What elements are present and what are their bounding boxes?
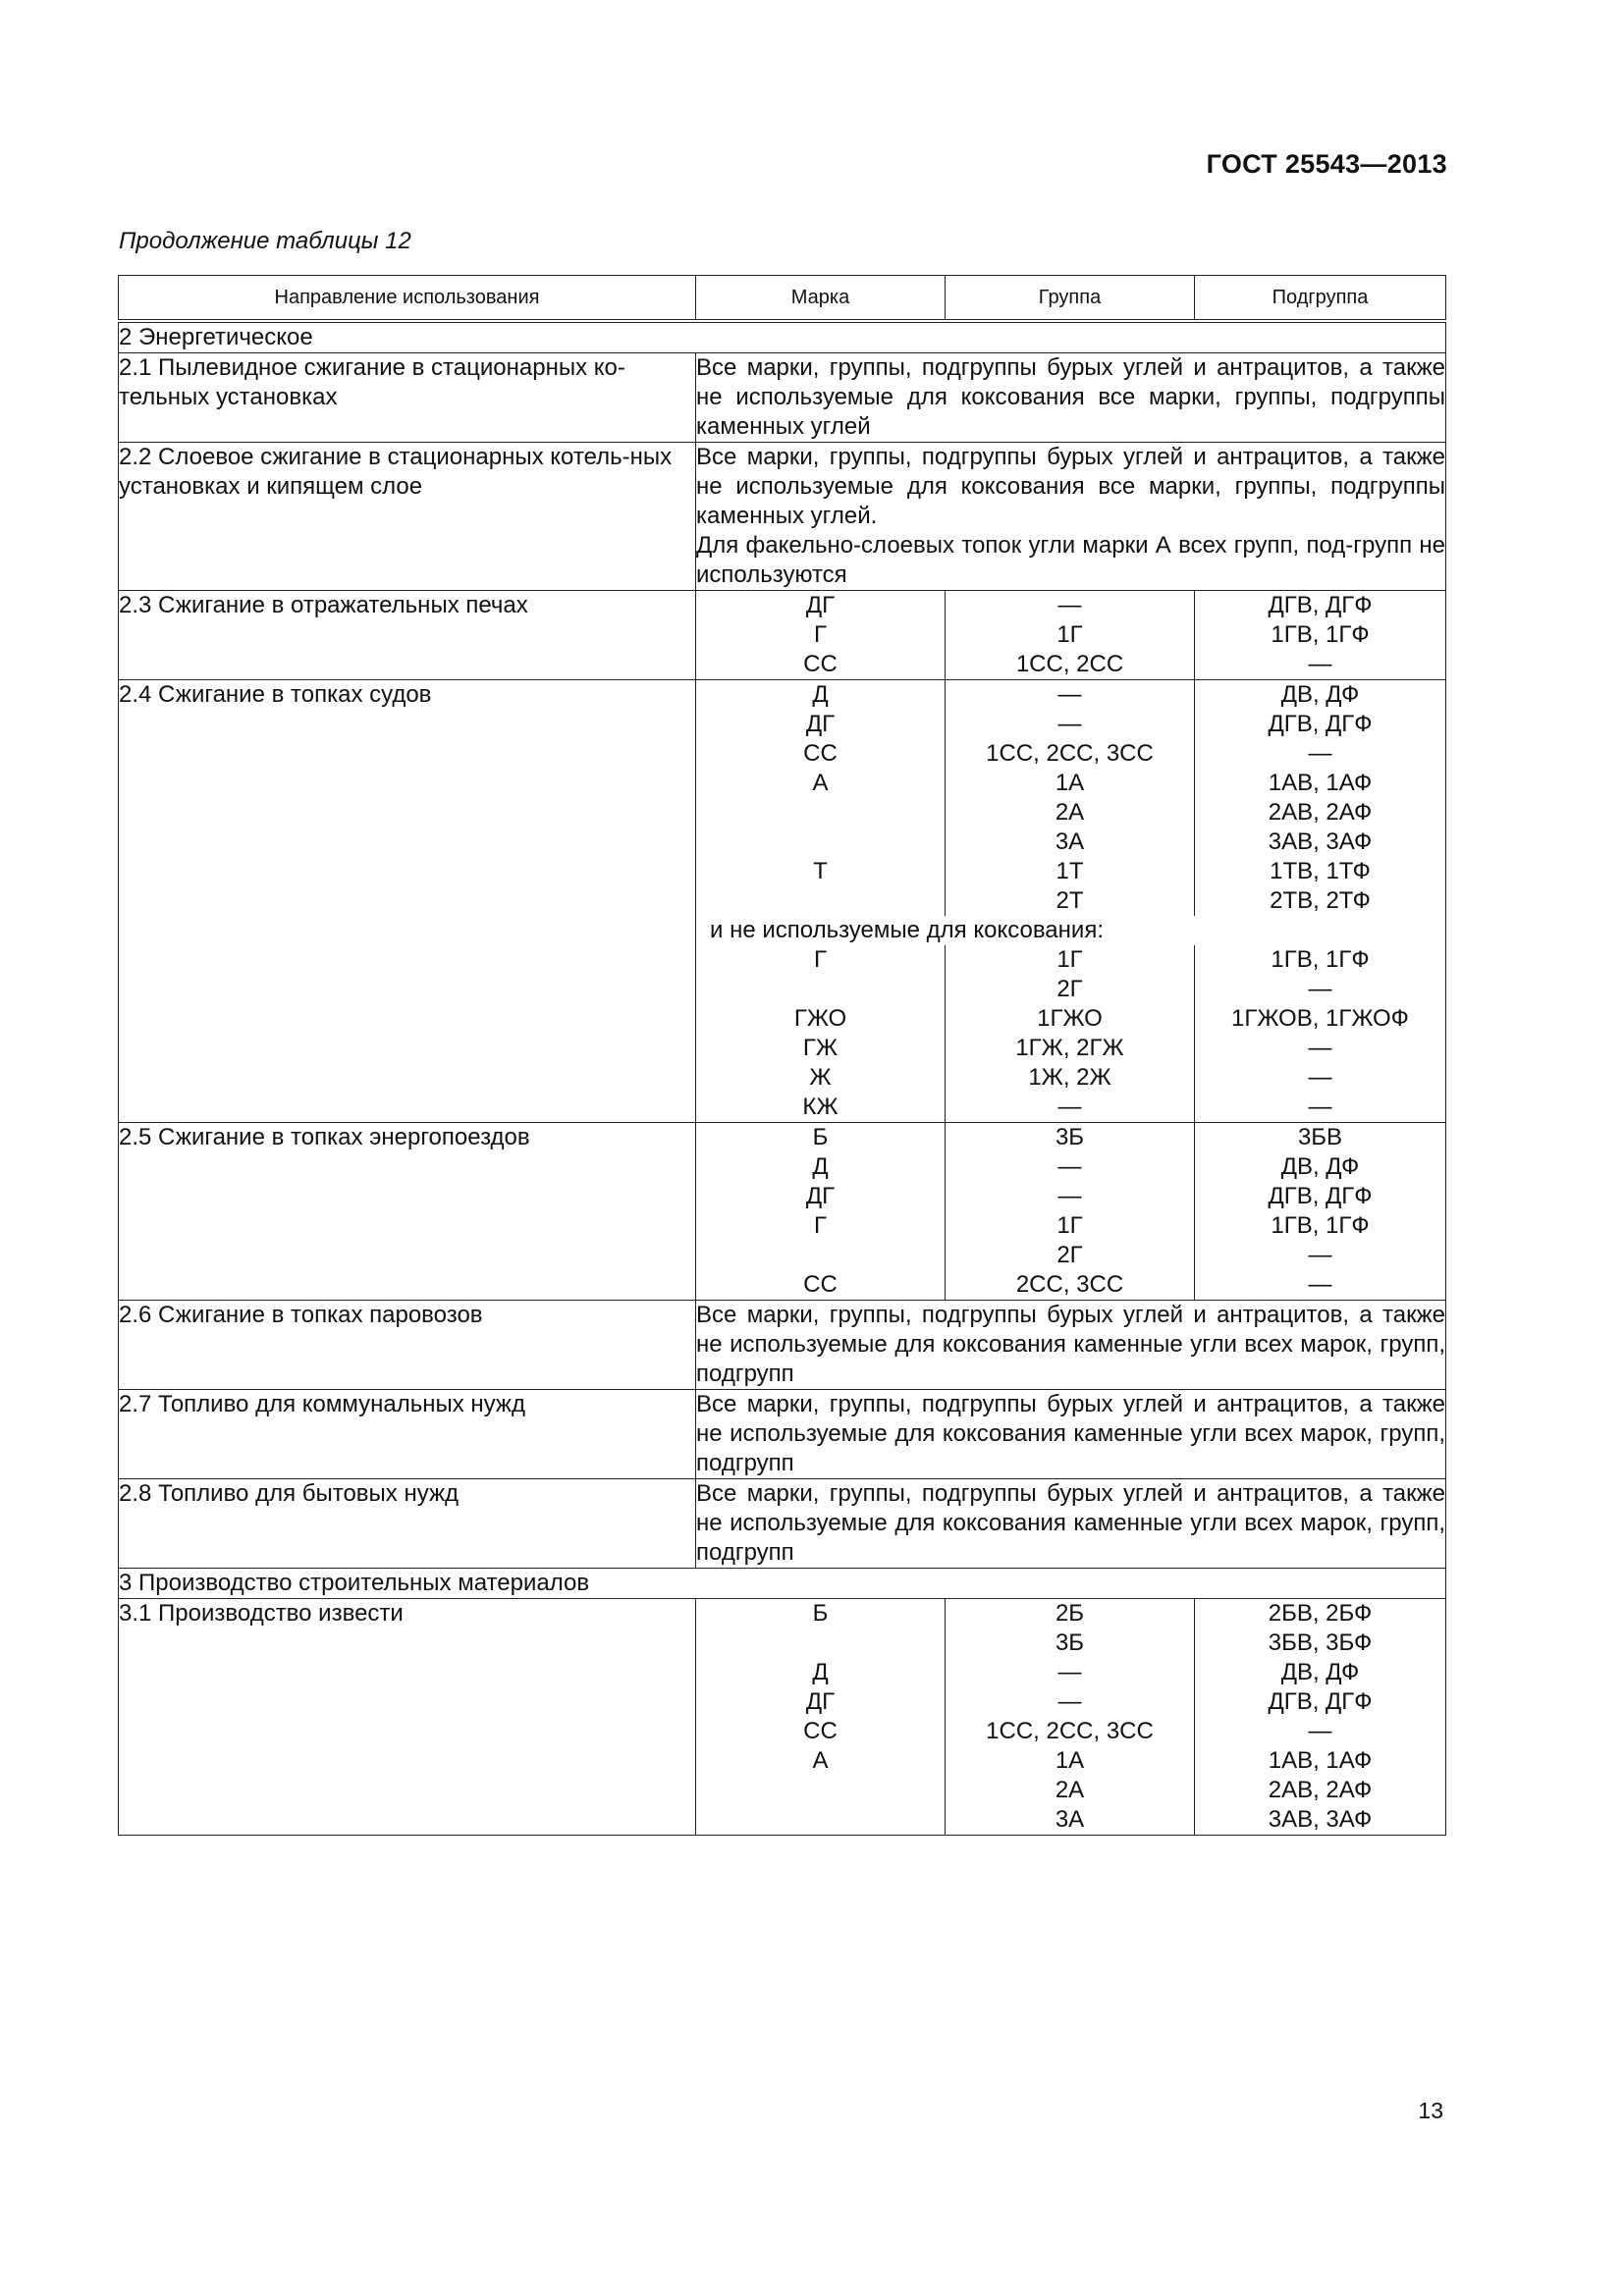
cell-line: 1А xyxy=(1055,770,1085,796)
usage-direction: 2.8 Топливо для бытовых нужд xyxy=(119,1479,696,1569)
table-row xyxy=(119,1599,1446,1836)
cell-line: 1Ж, 2Ж xyxy=(1028,1064,1111,1091)
cell-line: ДГ xyxy=(805,592,836,618)
cell-line: — xyxy=(1308,1064,1332,1091)
column-header: Подгруппа xyxy=(1195,276,1446,322)
cell-line: — xyxy=(1057,681,1082,708)
cell-line: 3Б xyxy=(1055,1629,1085,1656)
marka-cell xyxy=(696,1599,946,1836)
cell-line: 3А xyxy=(1055,828,1085,855)
cell-line: 2ТВ, 2ТФ xyxy=(1270,887,1371,914)
cell-line: 1А xyxy=(1055,1747,1085,1774)
cell-line: 1Т xyxy=(1056,858,1084,884)
usage-description xyxy=(696,443,1446,591)
cell-line xyxy=(696,1805,945,1835)
section-title: 2 Энергетическое xyxy=(119,321,1446,353)
cell-line xyxy=(696,1241,945,1270)
cell-line: — xyxy=(1057,1153,1082,1180)
cell-line: 3А xyxy=(1055,1806,1085,1833)
cell-line: Г xyxy=(814,1212,827,1239)
usage-direction: 2.4 Сжигание в топках судов xyxy=(119,680,696,1123)
cell-line: — xyxy=(1308,1718,1332,1744)
cell-line: 2АВ, 2АФ xyxy=(1268,799,1373,826)
gruppa-cell xyxy=(946,1599,1195,1836)
cell-line: СС xyxy=(803,1271,838,1298)
coal-usage-table xyxy=(118,275,1446,1836)
cell-line: 2Г xyxy=(1056,976,1083,1002)
cell-line: 2Т xyxy=(1056,887,1084,914)
table-row xyxy=(119,443,1446,591)
description-text: Все марки, группы, подгруппы бурых углей и антрацитов, а также не используемые для коксования все марки, группы, подгруппы каменных углей xyxy=(696,354,1445,440)
usage-direction: 2.5 Сжигание в топках энергопоездов xyxy=(119,1123,696,1301)
cell-line: 1ТВ, 1ТФ xyxy=(1270,858,1371,884)
table-header-row xyxy=(119,276,1446,322)
cell-line: 1ГЖ, 2ГЖ xyxy=(1015,1035,1124,1061)
cell-line: 1СС, 2СС, 3СС xyxy=(986,1718,1154,1744)
podgruppa-column xyxy=(1194,945,1445,1122)
section-row xyxy=(119,321,1446,353)
cell-line: 3АВ, 3АФ xyxy=(1268,828,1373,855)
cell-line: 1СС, 2СС xyxy=(1015,651,1124,677)
cell-line: ДВ, ДФ xyxy=(1280,681,1360,708)
gruppa-column xyxy=(945,945,1194,1122)
usage-direction: 2.3 Сжигание в отражательных печах xyxy=(119,591,696,680)
cell-line: Д xyxy=(812,681,829,708)
cell-line xyxy=(696,1776,945,1805)
podgruppa-cell xyxy=(1195,591,1446,680)
usage-description xyxy=(696,1390,1446,1479)
podgruppa-cell xyxy=(1195,1599,1446,1836)
table-caption: Продолжение таблицы 12 xyxy=(119,228,411,254)
cell-line: 2БВ, 2БФ xyxy=(1268,1600,1373,1627)
cell-line: 1ГВ, 1ГФ xyxy=(1271,946,1370,973)
cell-line: — xyxy=(1057,1659,1082,1685)
cell-line: 3БВ, 3БФ xyxy=(1268,1629,1373,1656)
description-text: Все марки, группы, подгруппы бурых углей и антрацитов, а также не используемые для коксования каменные угли всех марок, групп, подгрупп xyxy=(696,1391,1445,1476)
table-row xyxy=(119,680,1446,1123)
cell-line: — xyxy=(1308,1035,1332,1061)
cell-line: СС xyxy=(803,740,838,767)
non-coking-note: и не используемые для коксования: xyxy=(710,917,1104,943)
cell-line: 3Б xyxy=(1055,1124,1085,1150)
podgruppa-column xyxy=(1194,680,1445,916)
cell-line: ГЖ xyxy=(802,1035,839,1061)
cell-line xyxy=(696,798,945,828)
cell-line: 1ГВ, 1ГФ xyxy=(1271,621,1370,648)
cell-line: 1ГЖОВ, 1ГЖОФ xyxy=(1231,1005,1409,1032)
sub-rows xyxy=(696,945,1445,1122)
cell-line: А xyxy=(812,1747,829,1774)
podgruppa-cell xyxy=(1195,1123,1446,1301)
cell-line: — xyxy=(1057,592,1082,618)
document-number: ГОСТ 25543—2013 xyxy=(1206,149,1447,179)
cell-line: 1АВ, 1АФ xyxy=(1268,1747,1373,1774)
gruppa-cell xyxy=(946,591,1195,680)
cell-line: — xyxy=(1308,1271,1332,1298)
cell-line: 2Г xyxy=(1056,1242,1083,1268)
cell-line: — xyxy=(1308,740,1332,767)
cell-line: ДГВ, ДГФ xyxy=(1268,1688,1373,1715)
usage-direction: 2.2 Слоевое сжигание в стационарных котель-ных установках и кипящем слое xyxy=(119,443,696,591)
cell-line: 3БВ xyxy=(1297,1124,1343,1150)
page-number: 13 xyxy=(1418,2098,1443,2123)
cell-line: СС xyxy=(803,651,838,677)
cell-line: Т xyxy=(813,858,828,884)
cell-line xyxy=(696,828,945,857)
cell-line: 1ГВ, 1ГФ xyxy=(1271,1212,1370,1239)
cell-line: — xyxy=(1308,1094,1332,1120)
combined-grades-cell xyxy=(696,680,1446,1123)
cell-line: ДГ xyxy=(805,1183,836,1209)
cell-line: — xyxy=(1308,1242,1332,1268)
description-note: Для факельно-слоевых топок угли марки А всех групп, под-групп не используются xyxy=(696,532,1445,588)
cell-line: Д xyxy=(812,1659,829,1685)
cell-line: ДГВ, ДГФ xyxy=(1268,711,1373,737)
usage-description xyxy=(696,1301,1446,1390)
cell-line: 2А xyxy=(1055,1777,1085,1803)
cell-line: 3АВ, 3АФ xyxy=(1268,1806,1373,1833)
cell-line: Ж xyxy=(809,1064,832,1091)
marka-cell xyxy=(696,591,946,680)
cell-line: СС xyxy=(803,1718,838,1744)
sub-rows xyxy=(696,680,1445,916)
cell-line: — xyxy=(1308,976,1332,1002)
table-row xyxy=(119,1390,1446,1479)
table-row xyxy=(119,353,1446,443)
cell-line: ДВ, ДФ xyxy=(1280,1153,1360,1180)
cell-line: А xyxy=(812,770,829,796)
gruppa-cell xyxy=(946,1123,1195,1301)
cell-line xyxy=(696,886,945,916)
cell-line: — xyxy=(1057,711,1082,737)
table-row xyxy=(119,591,1446,680)
cell-line: — xyxy=(1057,1688,1082,1715)
cell-line: — xyxy=(1057,1094,1082,1120)
cell-line: 1АВ, 1АФ xyxy=(1268,770,1373,796)
usage-direction: 2.6 Сжигание в топках паровозов xyxy=(119,1301,696,1390)
cell-line: Б xyxy=(812,1600,829,1627)
cell-line: КЖ xyxy=(802,1094,839,1120)
usage-direction: 2.7 Топливо для коммунальных нужд xyxy=(119,1390,696,1479)
cell-line: ГЖО xyxy=(793,1005,847,1032)
column-header: Направление использования xyxy=(119,276,696,322)
section-title: 3 Производство строительных материалов xyxy=(119,1569,1446,1599)
cell-line: ДГ xyxy=(805,711,836,737)
cell-line: ДГВ, ДГФ xyxy=(1268,592,1373,618)
cell-line: Д xyxy=(812,1153,829,1180)
gruppa-column xyxy=(945,680,1194,916)
usage-direction: 3.1 Производство извести xyxy=(119,1599,696,1836)
cell-line: 2АВ, 2АФ xyxy=(1268,1777,1373,1803)
description-text: Все марки, группы, подгруппы бурых углей и антрацитов, а также не используемые для коксования каменные угли всех марок, групп, подгрупп xyxy=(696,1480,1445,1566)
cell-line: ДГВ, ДГФ xyxy=(1268,1183,1373,1209)
marka-column xyxy=(696,680,945,916)
section-row xyxy=(119,1569,1446,1599)
cell-line: 1СС, 2СС, 3СС xyxy=(986,740,1154,767)
cell-line: 2СС, 3СС xyxy=(1015,1271,1124,1298)
cell-line: Б xyxy=(812,1124,829,1150)
description-text: Все марки, группы, подгруппы бурых углей и антрацитов, а также не используемые для коксования каменные угли всех марок, групп, подгрупп xyxy=(696,1302,1445,1387)
table-row xyxy=(119,1301,1446,1390)
cell-line: Г xyxy=(814,621,827,648)
usage-description xyxy=(696,353,1446,443)
cell-line: 1Г xyxy=(1056,1212,1083,1239)
description-text: Все марки, группы, подгруппы бурых углей и антрацитов, а также не используемые для коксования все марки, группы, подгруппы каменных углей. xyxy=(696,444,1445,529)
cell-line: — xyxy=(1057,1183,1082,1209)
cell-line: ДВ, ДФ xyxy=(1280,1659,1360,1685)
cell-line xyxy=(696,975,945,1004)
cell-line: 1Г xyxy=(1056,946,1083,973)
cell-line: Г xyxy=(814,946,827,973)
table-row xyxy=(119,1479,1446,1569)
cell-line: ДГ xyxy=(805,1688,836,1715)
column-header: Группа xyxy=(946,276,1195,322)
cell-line: — xyxy=(1308,651,1332,677)
marka-cell xyxy=(696,1123,946,1301)
marka-column xyxy=(696,945,945,1122)
cell-line: 2А xyxy=(1055,799,1085,826)
cell-line xyxy=(696,1629,945,1658)
table-row xyxy=(119,1123,1446,1301)
usage-direction: 2.1 Пылевидное сжигание в стационарных ко-тельных установках xyxy=(119,353,696,443)
cell-line: 1Г xyxy=(1056,621,1083,648)
column-header: Марка xyxy=(696,276,946,322)
cell-line: 2Б xyxy=(1055,1600,1085,1627)
cell-line: 1ГЖО xyxy=(1037,1005,1103,1032)
usage-description xyxy=(696,1479,1446,1569)
